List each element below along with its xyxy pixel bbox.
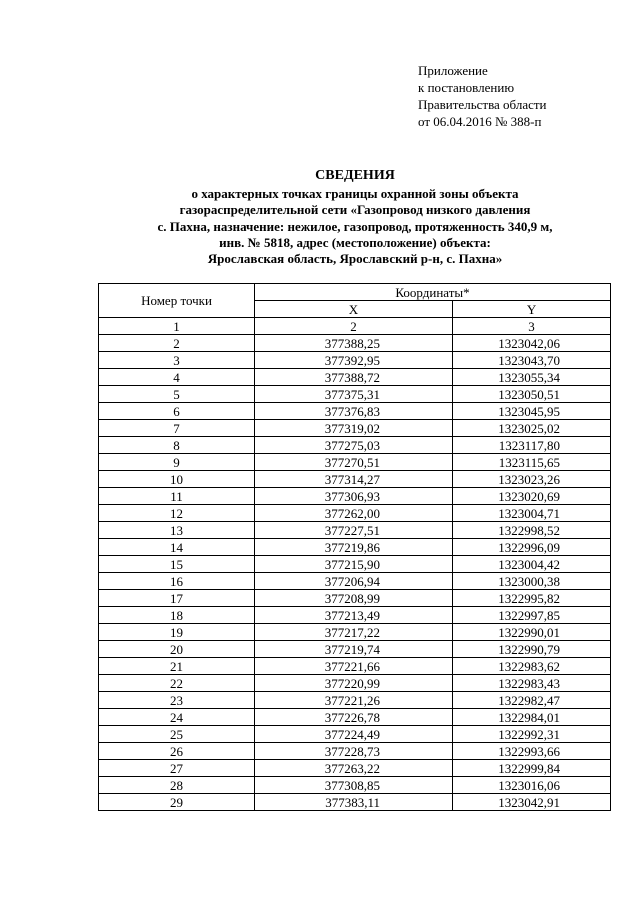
- point-number-cell: 15: [99, 556, 255, 573]
- table-row: [99, 335, 611, 352]
- document-title: [110, 168, 600, 267]
- y-coordinate-cell: 1322995,82: [453, 590, 611, 607]
- point-number-cell: 3: [99, 352, 255, 369]
- y-coordinate-cell: 1323023,26: [453, 471, 611, 488]
- point-number-cell: 24: [99, 709, 255, 726]
- x-coordinate-cell: 377228,73: [255, 743, 453, 760]
- point-number-cell: 13: [99, 522, 255, 539]
- y-coordinate-cell: 1322993,66: [453, 743, 611, 760]
- point-number-cell: 20: [99, 641, 255, 658]
- x-coordinate-cell: 377263,22: [255, 760, 453, 777]
- x-coordinate-cell: 377319,02: [255, 420, 453, 437]
- x-coordinate-cell: 377221,66: [255, 658, 453, 675]
- y-coordinate-cell: 1323025,02: [453, 420, 611, 437]
- x-coordinate-cell: 377392,95: [255, 352, 453, 369]
- point-number-cell: 7: [99, 420, 255, 437]
- x-coordinate-cell: 377215,90: [255, 556, 453, 573]
- y-coordinate-cell: 1323004,71: [453, 505, 611, 522]
- y-coordinate-cell: 1322983,43: [453, 675, 611, 692]
- table-row: [99, 794, 611, 811]
- y-coordinate-cell: 1323045,95: [453, 403, 611, 420]
- x-coordinate-cell: 377208,99: [255, 590, 453, 607]
- table-row: [99, 539, 611, 556]
- y-coordinate-cell: 1322998,52: [453, 522, 611, 539]
- x-coordinate-cell: 377314,27: [255, 471, 453, 488]
- header-point-number: Номер точки: [99, 284, 255, 318]
- y-coordinate-cell: 1322984,01: [453, 709, 611, 726]
- y-coordinate-cell: 1323050,51: [453, 386, 611, 403]
- point-number-cell: 18: [99, 607, 255, 624]
- x-coordinate-cell: 377220,99: [255, 675, 453, 692]
- appendix-line: от 06.04.2016 № 388-п: [418, 114, 542, 129]
- y-coordinate-cell: 1323004,42: [453, 556, 611, 573]
- y-coordinate-cell: 1323016,06: [453, 777, 611, 794]
- y-coordinate-cell: 1322992,31: [453, 726, 611, 743]
- table-row: [99, 352, 611, 369]
- point-number-cell: 21: [99, 658, 255, 675]
- x-coordinate-cell: 377262,00: [255, 505, 453, 522]
- y-coordinate-cell: 1322996,09: [453, 539, 611, 556]
- x-coordinate-cell: 377226,78: [255, 709, 453, 726]
- appendix-line: к постановлению: [418, 80, 515, 95]
- title-heading: СВЕДЕНИЯ: [315, 168, 395, 183]
- title-line: газораспределительной сети «Газопровод низкого давления: [179, 202, 531, 218]
- appendix-note: [418, 62, 547, 130]
- table-row: [99, 488, 611, 505]
- point-number-cell: 17: [99, 590, 255, 607]
- table-index-row: [99, 318, 611, 335]
- x-coordinate-cell: 377224,49: [255, 726, 453, 743]
- appendix-line: Правительства области: [418, 97, 547, 112]
- x-coordinate-cell: 377306,93: [255, 488, 453, 505]
- title-line: с. Пахна, назначение: нежилое, газопровод, протяженность 340,9 м,: [157, 218, 553, 234]
- x-coordinate-cell: 377206,94: [255, 573, 453, 590]
- table-row: [99, 386, 611, 403]
- title-line: Ярославская область, Ярославский р-н, с. Пахна»: [207, 251, 503, 267]
- x-coordinate-cell: 377219,86: [255, 539, 453, 556]
- y-coordinate-cell: 1322999,84: [453, 760, 611, 777]
- y-coordinate-cell: 1322997,85: [453, 607, 611, 624]
- index-cell: 3: [453, 318, 611, 335]
- index-cell: 2: [255, 318, 453, 335]
- index-cell: 1: [99, 318, 255, 335]
- y-coordinate-cell: 1323043,70: [453, 352, 611, 369]
- point-number-cell: 2: [99, 335, 255, 352]
- y-coordinate-cell: 1323115,65: [453, 454, 611, 471]
- point-number-cell: 10: [99, 471, 255, 488]
- table-row: [99, 726, 611, 743]
- point-number-cell: 22: [99, 675, 255, 692]
- y-coordinate-cell: 1322990,79: [453, 641, 611, 658]
- coordinates-table: [98, 283, 611, 811]
- x-coordinate-cell: 377308,85: [255, 777, 453, 794]
- table-row: [99, 403, 611, 420]
- table-row: [99, 760, 611, 777]
- appendix-line: Приложение: [418, 63, 488, 78]
- x-coordinate-cell: 377221,26: [255, 692, 453, 709]
- x-coordinate-cell: 377383,11: [255, 794, 453, 811]
- header-y: Y: [453, 301, 611, 318]
- x-coordinate-cell: 377219,74: [255, 641, 453, 658]
- header-coordinates: Координаты*: [255, 284, 611, 301]
- table-row: [99, 743, 611, 760]
- table-row: [99, 369, 611, 386]
- y-coordinate-cell: 1323020,69: [453, 488, 611, 505]
- x-coordinate-cell: 377376,83: [255, 403, 453, 420]
- table-row: [99, 420, 611, 437]
- y-coordinate-cell: 1323055,34: [453, 369, 611, 386]
- y-coordinate-cell: 1322983,62: [453, 658, 611, 675]
- table-header-row: [99, 284, 611, 301]
- point-number-cell: 8: [99, 437, 255, 454]
- x-coordinate-cell: 377213,49: [255, 607, 453, 624]
- table-row: [99, 556, 611, 573]
- x-coordinate-cell: 377275,03: [255, 437, 453, 454]
- point-number-cell: 29: [99, 794, 255, 811]
- title-line: инв. № 5818, адрес (местоположение) объекта:: [219, 234, 491, 250]
- table-row: [99, 437, 611, 454]
- title-line: о характерных точках границы охранной зоны объекта: [191, 186, 519, 202]
- table-row: [99, 573, 611, 590]
- x-coordinate-cell: 377375,31: [255, 386, 453, 403]
- point-number-cell: 4: [99, 369, 255, 386]
- header-x: X: [255, 301, 453, 318]
- table-body: [99, 335, 611, 811]
- point-number-cell: 6: [99, 403, 255, 420]
- table-row: [99, 454, 611, 471]
- point-number-cell: 26: [99, 743, 255, 760]
- x-coordinate-cell: 377388,25: [255, 335, 453, 352]
- table-row: [99, 658, 611, 675]
- table-row: [99, 590, 611, 607]
- table-row: [99, 777, 611, 794]
- table-row: [99, 607, 611, 624]
- point-number-cell: 16: [99, 573, 255, 590]
- table-row: [99, 641, 611, 658]
- table-row: [99, 709, 611, 726]
- point-number-cell: 27: [99, 760, 255, 777]
- x-coordinate-cell: 377217,22: [255, 624, 453, 641]
- y-coordinate-cell: 1322990,01: [453, 624, 611, 641]
- point-number-cell: 9: [99, 454, 255, 471]
- x-coordinate-cell: 377388,72: [255, 369, 453, 386]
- table-row: [99, 624, 611, 641]
- y-coordinate-cell: 1323117,80: [453, 437, 611, 454]
- table-row: [99, 505, 611, 522]
- x-coordinate-cell: 377227,51: [255, 522, 453, 539]
- point-number-cell: 23: [99, 692, 255, 709]
- table-row: [99, 522, 611, 539]
- y-coordinate-cell: 1322982,47: [453, 692, 611, 709]
- point-number-cell: 19: [99, 624, 255, 641]
- table-row: [99, 471, 611, 488]
- table-row: [99, 692, 611, 709]
- point-number-cell: 28: [99, 777, 255, 794]
- point-number-cell: 5: [99, 386, 255, 403]
- point-number-cell: 14: [99, 539, 255, 556]
- point-number-cell: 11: [99, 488, 255, 505]
- table-row: [99, 675, 611, 692]
- point-number-cell: 25: [99, 726, 255, 743]
- y-coordinate-cell: 1323042,06: [453, 335, 611, 352]
- x-coordinate-cell: 377270,51: [255, 454, 453, 471]
- point-number-cell: 12: [99, 505, 255, 522]
- y-coordinate-cell: 1323042,91: [453, 794, 611, 811]
- y-coordinate-cell: 1323000,38: [453, 573, 611, 590]
